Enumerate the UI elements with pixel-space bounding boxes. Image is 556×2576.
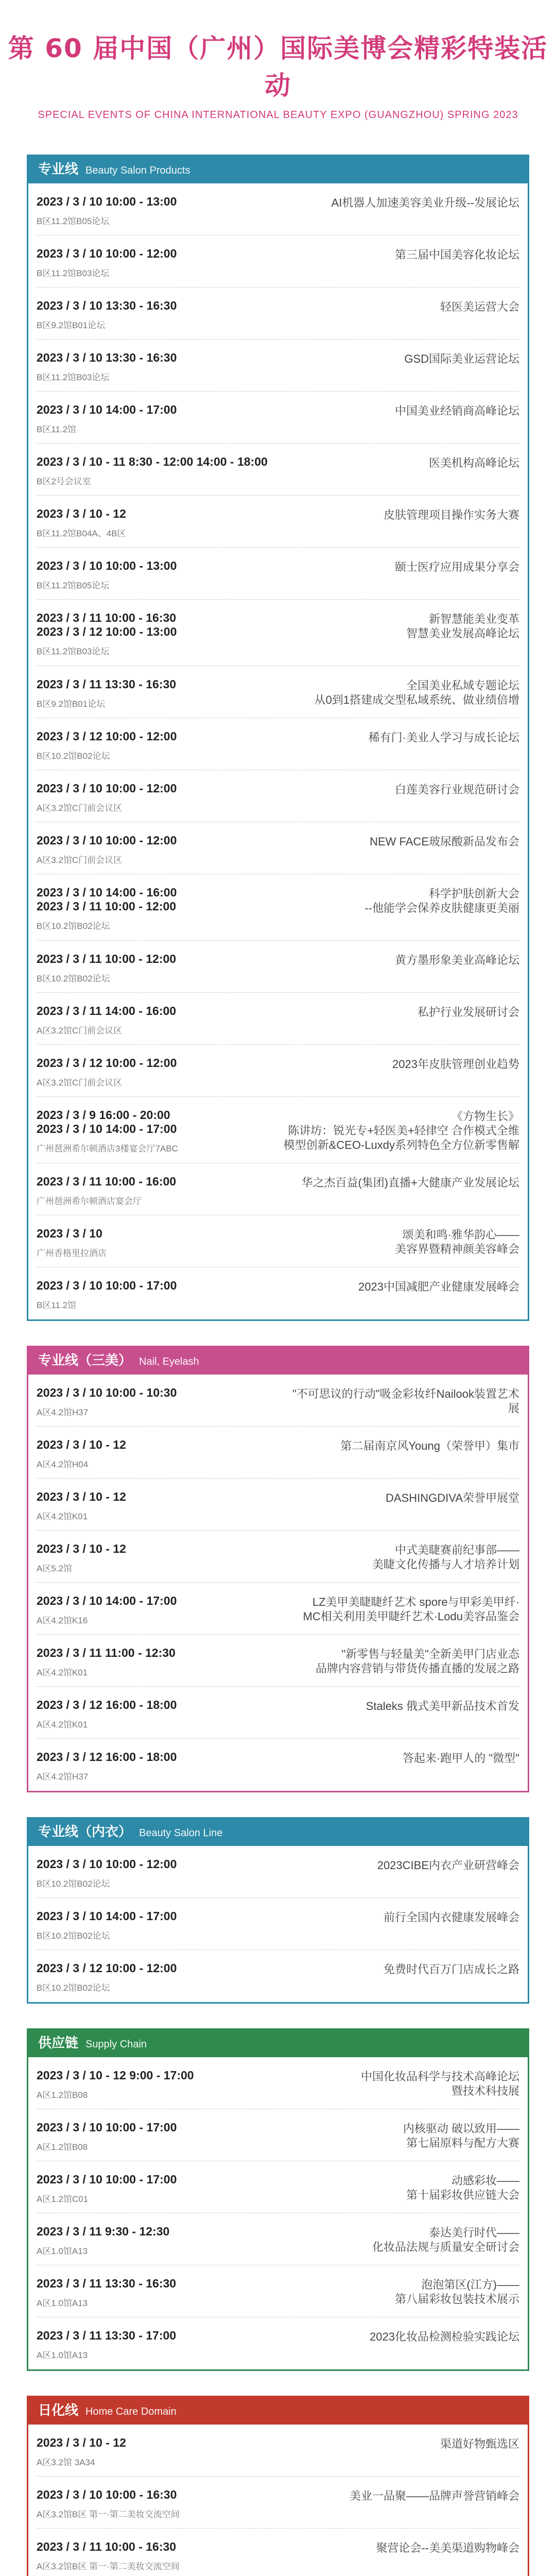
event-venue: B区11.2馆B03论坛 [37,268,110,278]
section-spacer [0,1321,556,1346]
event-date: 2023 / 3 / 11 14:00 - 16:00 [37,1004,177,1018]
event-title: 第三届中国美容化妆论坛 [394,248,519,261]
event-date: 2023 / 3 / 10 10:00 - 12:00 [37,782,177,795]
event-meta [37,247,279,279]
event-row [37,666,519,718]
event-date: 2023 / 3 / 10 14:00 - 17:00 [37,403,177,416]
event-row [37,2477,519,2529]
event-title: 中国美业经销商高峰论坛 [394,404,519,417]
event-venue: B区11.2馆B04A、4B区 [37,529,126,538]
section-home-care-domain [27,2396,529,2576]
event-title: 泰达美行时代—— 化妆品法规与质量安全研讨会 [372,2226,519,2253]
event-row [37,496,519,548]
event-row [37,2317,519,2369]
event-meta [37,1438,279,1470]
section-body [27,1375,529,1792]
event-venue: A区4.2馆H04 [37,1460,89,1469]
event-venue: A区1.0馆A13 [37,2298,88,2308]
event-venue: A区1.2馆B08 [37,2090,88,2100]
event-meta [37,1961,279,1993]
event-meta [37,1108,279,1154]
event-title: 2023化妆品检测检验实践论坛 [370,2330,519,2343]
event-row [37,2109,519,2161]
sections-container [0,155,556,2576]
event-date: 2023 / 3 / 10 - 12 [37,1438,126,1451]
event-venue: A区3.2馆 3A34 [37,2458,95,2467]
event-date: 2023 / 3 / 10 10:00 - 12:00 [37,834,177,847]
event-row [37,1163,519,1215]
event-row [37,1739,519,1791]
event-title: AI机器人加速美容美业升级--发展论坛 [331,196,519,209]
event-date: 2023 / 3 / 11 13:30 - 17:00 [37,2329,177,2342]
section-body [27,183,529,1321]
section-header [27,2396,529,2425]
event-date: 2023 / 3 / 10 - 11 8:30 - 12:00 14:00 - 18:00 [37,455,268,468]
event-title: 泡泡第区(江方)—— 第八届彩妆包装技术展示 [394,2278,519,2306]
event-title: 前行全国内衣健康发展峰会 [383,1911,519,1924]
event-meta [37,1698,279,1730]
event-date: 2023 / 3 / 11 11:00 - 12:30 [37,1646,176,1659]
event-meta [37,1056,279,1088]
event-meta [37,455,279,487]
event-row [37,993,519,1045]
event-title: 《方物生长》 陈讲坊：锐光专+轻医美+轻律空 合作模式全维 模型创新&CEO-Luxdy系列特色全方位新零售解 [283,1110,519,1151]
section-title: 日化线 [38,2402,79,2418]
event-row [37,1583,519,1635]
section-title: 专业线 [38,161,79,177]
event-row [37,1097,519,1163]
event-row [37,2425,519,2477]
event-venue: A区1.0馆A13 [37,2246,88,2256]
section-header [27,155,529,183]
event-venue: B区11.2馆B05论坛 [37,581,110,590]
event-date: 2023 / 3 / 12 10:00 - 12:00 [37,1961,177,1975]
event-meta [37,507,279,539]
event-row [37,340,519,392]
event-meta [37,1857,279,1889]
event-title: 白莲美容行业规范研讨会 [394,783,519,796]
event-row [37,1045,519,1097]
event-row [37,548,519,600]
event-row [37,2265,519,2317]
event-meta [37,2488,279,2520]
event-date: 2023 / 3 / 10 - 12 [37,1542,126,1555]
event-title: 2023CIBE内衣产业研营峰会 [377,1859,519,1872]
event-venue: A区1.2馆B08 [37,2142,88,2152]
event-row [37,874,519,941]
event-meta [37,1646,279,1678]
section-subtitle: Supply Chain [85,2039,147,2050]
event-venue: B区11.2馆B03论坛 [37,647,110,656]
event-row [37,444,519,496]
event-date: 2023 / 3 / 11 13:30 - 16:30 [37,2277,177,2290]
event-meta [37,403,279,435]
event-venue: A区4.2馆K01 [37,1668,88,1677]
event-row [37,287,519,340]
event-row [37,1687,519,1739]
event-venue: A区1.2馆C01 [37,2194,89,2204]
event-title: 华之杰百益(集团)直播+大健康产业发展论坛 [301,1176,519,1189]
event-meta [37,2173,279,2205]
event-meta [37,1594,279,1626]
section-subtitle: Nail, Eyelash [139,1356,199,1367]
event-title: 免费时代百万门店成长之路 [383,1963,519,1976]
event-meta [37,1386,279,1418]
event-date: 2023 / 3 / 10 - 12 [37,1490,126,1503]
event-title: 第二届南京风Young（荣誉甲）集市 [340,1439,519,1452]
event-venue: B区10.2馆B02论坛 [37,974,110,984]
event-date: 2023 / 3 / 9 16:00 - 20:00 2023 / 3 / 10 14:00 - 17:00 [37,1108,177,1136]
event-row [37,718,519,770]
event-row [37,822,519,874]
event-meta [37,195,279,227]
event-title: NEW FACE玻尿酸新品发布会 [370,835,519,848]
event-row [37,235,519,287]
event-row [37,2161,519,2213]
section-title: 专业线（内衣） [38,1824,132,1839]
event-venue: A区4.2馆K01 [37,1720,88,1730]
event-venue: A区3.2馆B区 第一·第二美妆交流空间 [37,2510,180,2519]
event-venue: B区2号会议室 [37,477,91,486]
event-title: 皮肤管理项目操作实务大赛 [383,509,519,521]
event-title: 颐士医疗应用成果分享会 [394,561,519,573]
event-title: 中国化妆品科学与技术高峰论坛 暨技术科技展 [360,2070,519,2097]
section-body [27,1846,529,2004]
event-title: 内核驱动 破以致用—— 第七届原料与配方大赛 [403,2122,519,2149]
event-row [37,183,519,235]
event-title: LZ美甲美睫睫纤艺术 spore与甲彩美甲纤· MC相关利用美甲睫纤艺术·Lodu美容品鉴会 [303,1596,519,1623]
event-venue: A区4.2馆K16 [37,1616,88,1625]
section-header [27,1346,529,1375]
section-nail-eyelash [27,1346,529,1792]
event-row [37,1267,519,1319]
section-beauty-salon-line [27,1817,529,2004]
event-date: 2023 / 3 / 10 13:30 - 16:30 [37,351,177,364]
event-meta [37,1490,279,1522]
event-meta [37,2277,279,2309]
event-title: 医美机构高峰论坛 [428,456,519,469]
event-date: 2023 / 3 / 12 10:00 - 12:00 [37,730,177,743]
section-subtitle: Home Care Domain [85,2406,177,2417]
section-spacer [0,1792,556,1817]
event-title: 稀有门·美业人学习与成长论坛 [368,731,519,744]
event-venue: B区10.2馆B02论坛 [37,1879,110,1889]
event-venue: 广州琶洲希尔顿酒店3楼宴会厅7ABC [37,1144,178,1154]
event-venue: B区11.2馆 [37,1300,77,1310]
event-venue: A区3.2馆C门前会议区 [37,1078,123,1088]
event-venue: A区5.2馆 [37,1564,72,1573]
event-venue: A区3.2馆C门前会议区 [37,803,123,813]
event-title: 黄方墨形象美业高峰论坛 [394,954,519,967]
event-meta [37,886,279,931]
page-subtitle: SPECIAL EVENTS OF CHINA INTERNATIONAL BEAUTY EXPO (GUANGZHOU) SPRING 2023 [38,109,518,121]
event-title: "新零售与轻量美"全新美甲门店业态 品牌内容营销与带货传播直播的发展之路 [315,1648,519,1675]
event-title: Staleks 俄式美甲新品技术首发 [366,1700,519,1713]
event-row [37,2057,519,2109]
event-venue: 广州香格里拉酒店 [37,1248,107,1258]
event-date: 2023 / 3 / 11 10:00 - 16:30 2023 / 3 / 12 10:00 - 13:00 [37,611,177,638]
event-date: 2023 / 3 / 10 10:00 - 17:00 [37,2121,177,2134]
event-venue: B区11.2馆 [37,425,77,434]
event-date: 2023 / 3 / 10 10:00 - 10:30 [37,1386,177,1399]
event-date: 2023 / 3 / 11 13:30 - 16:30 [37,677,177,691]
event-title: 全国美业私域专题论坛 从0到1搭建成交型私域系统、做业绩倍增 [314,679,519,706]
event-venue: B区10.2馆B02论坛 [37,751,110,761]
event-date: 2023 / 3 / 12 10:00 - 12:00 [37,1056,177,1070]
event-meta [37,834,279,866]
event-meta [37,2436,279,2468]
event-title: 聚营论会--美美渠道购物峰会 [376,2541,519,2554]
event-meta [37,1750,279,1782]
event-date: 2023 / 3 / 10 10:00 - 13:00 [37,559,177,572]
section-header [27,1817,529,1846]
event-title: 答起来·跑甲人的 "微型" [402,1752,519,1765]
section-beauty-salon-products [27,155,529,1321]
event-venue: A区3.2馆B区 第一·第二美妆交流空间 [37,2562,180,2571]
event-title: 新智慧能美业变革 智慧美业发展高峰论坛 [406,613,519,640]
event-title: 私护行业发展研讨会 [417,1006,519,1019]
event-row [37,941,519,993]
event-meta [37,1542,279,1574]
event-row [37,1635,519,1687]
event-date: 2023 / 3 / 10 10:00 - 12:00 [37,247,177,260]
event-row [37,1950,519,2002]
event-meta [37,611,279,657]
event-row [37,770,519,822]
event-title: 渠道好物甄选区 [440,2437,519,2450]
event-date: 2023 / 3 / 12 16:00 - 18:00 [37,1750,177,1764]
event-row [37,1215,519,1267]
event-date: 2023 / 3 / 10 10:00 - 13:00 [37,195,177,208]
event-title: 2023年皮肤管理创业趋势 [392,1058,519,1071]
event-row [37,2213,519,2265]
event-meta [37,782,279,814]
event-title: "不可思议的行动"吸金彩妆纤Nailook装置艺术展 [292,1387,519,1415]
event-date: 2023 / 3 / 10 10:00 - 12:00 [37,1857,177,1871]
event-date: 2023 / 3 / 10 - 12 [37,507,126,520]
event-meta [37,299,279,331]
event-date: 2023 / 3 / 10 14:00 - 17:00 [37,1594,177,1607]
section-title: 供应链 [38,2035,79,2050]
event-row [37,1531,519,1583]
event-meta [37,2069,279,2100]
event-date: 2023 / 3 / 10 [37,1227,102,1240]
event-venue: B区11.2馆B03论坛 [37,372,110,382]
event-date: 2023 / 3 / 10 13:30 - 16:30 [37,299,177,312]
event-title: 美业一品聚——品牌声誉营销峰会 [349,2489,519,2502]
event-title: DASHINGDIVA荣誉甲展堂 [386,1492,519,1504]
event-date: 2023 / 3 / 11 10:00 - 16:00 [37,1175,177,1188]
section-body [27,2057,529,2371]
event-meta [37,952,279,984]
event-venue: A区3.2馆C门前会议区 [37,1026,123,1036]
event-venue: A区4.2馆H37 [37,1408,89,1417]
event-meta [37,677,279,709]
event-venue: B区10.2馆B02论坛 [37,1983,110,1993]
event-meta [37,351,279,383]
event-date: 2023 / 3 / 10 10:00 - 16:30 [37,2488,177,2501]
event-title: 中式美睫赛前纪事部—— 美睫文化传播与人才培养计划 [372,1544,519,1571]
event-row [37,1898,519,1950]
section-supply-chain [27,2028,529,2371]
section-subtitle: Beauty Salon Line [139,1827,223,1839]
event-meta [37,2121,279,2153]
event-date: 2023 / 3 / 11 9:30 - 12:30 [37,2225,170,2238]
event-row [37,392,519,444]
event-date: 2023 / 3 / 10 14:00 - 16:00 2023 / 3 / 11 10:00 - 12:00 [37,886,177,913]
event-meta [37,2329,279,2361]
event-meta [37,730,279,761]
event-title: 科学护肤创新大会 --他能学会保养皮肤健康更美丽 [364,887,519,914]
event-date: 2023 / 3 / 10 10:00 - 17:00 [37,2173,177,2186]
event-title: 2023中国减肥产业健康发展峰会 [358,1280,519,1293]
event-date: 2023 / 3 / 11 10:00 - 12:00 [37,952,177,965]
page-title: 第 60 届中国（广州）国际美博会精彩特装活动 [8,33,548,100]
event-meta [37,1004,279,1036]
event-title: 颂美和鸣·雅华韵心—— 美容界暨精神颜美容峰会 [394,1228,519,1256]
event-venue: B区10.2馆B02论坛 [37,921,110,931]
event-meta [37,1175,279,1207]
event-meta [37,559,279,591]
event-venue: A区4.2馆H37 [37,1772,89,1782]
section-header [27,2028,529,2057]
event-row [37,1375,519,1427]
event-date: 2023 / 3 / 10 - 12 [37,2436,126,2449]
event-venue: B区9.2馆B01论坛 [37,699,106,709]
event-venue: 广州琶洲希尔顿酒店宴会厅 [37,1196,142,1206]
event-meta [37,1227,279,1259]
event-meta [37,2540,279,2572]
section-spacer [0,2371,556,2396]
event-venue: B区10.2馆B02论坛 [37,1931,110,1941]
event-title: 轻医美运营大会 [440,300,519,313]
event-title: GSD国际美业运营论坛 [404,352,519,365]
event-row [37,600,519,666]
event-row [37,1427,519,1479]
event-meta [37,2225,279,2257]
section-title: 专业线（三美） [38,1352,132,1368]
event-date: 2023 / 3 / 10 14:00 - 17:00 [37,1909,177,1923]
event-date: 2023 / 3 / 12 16:00 - 18:00 [37,1698,177,1711]
event-meta [37,1279,279,1311]
section-subtitle: Beauty Salon Products [85,165,190,176]
event-row [37,1479,519,1531]
event-venue: A区4.2馆K01 [37,1512,88,1521]
event-meta [37,1909,279,1941]
event-date: 2023 / 3 / 11 10:00 - 16:30 [37,2540,177,2553]
section-body [27,2425,529,2576]
event-title: 动感彩妆—— 第十届彩妆供应链大会 [406,2174,519,2201]
event-row [37,1846,519,1898]
page-header [0,0,556,155]
event-date: 2023 / 3 / 10 - 12 9:00 - 17:00 [37,2069,194,2082]
event-date: 2023 / 3 / 10 10:00 - 17:00 [37,1279,177,1292]
event-venue: A区1.0馆A13 [37,2350,88,2360]
event-venue: B区11.2馆B05论坛 [37,216,110,226]
event-venue: A区3.2馆C门前会议区 [37,855,123,865]
event-venue: B区9.2馆B01论坛 [37,320,106,330]
event-row [37,2529,519,2576]
section-spacer [0,2004,556,2028]
